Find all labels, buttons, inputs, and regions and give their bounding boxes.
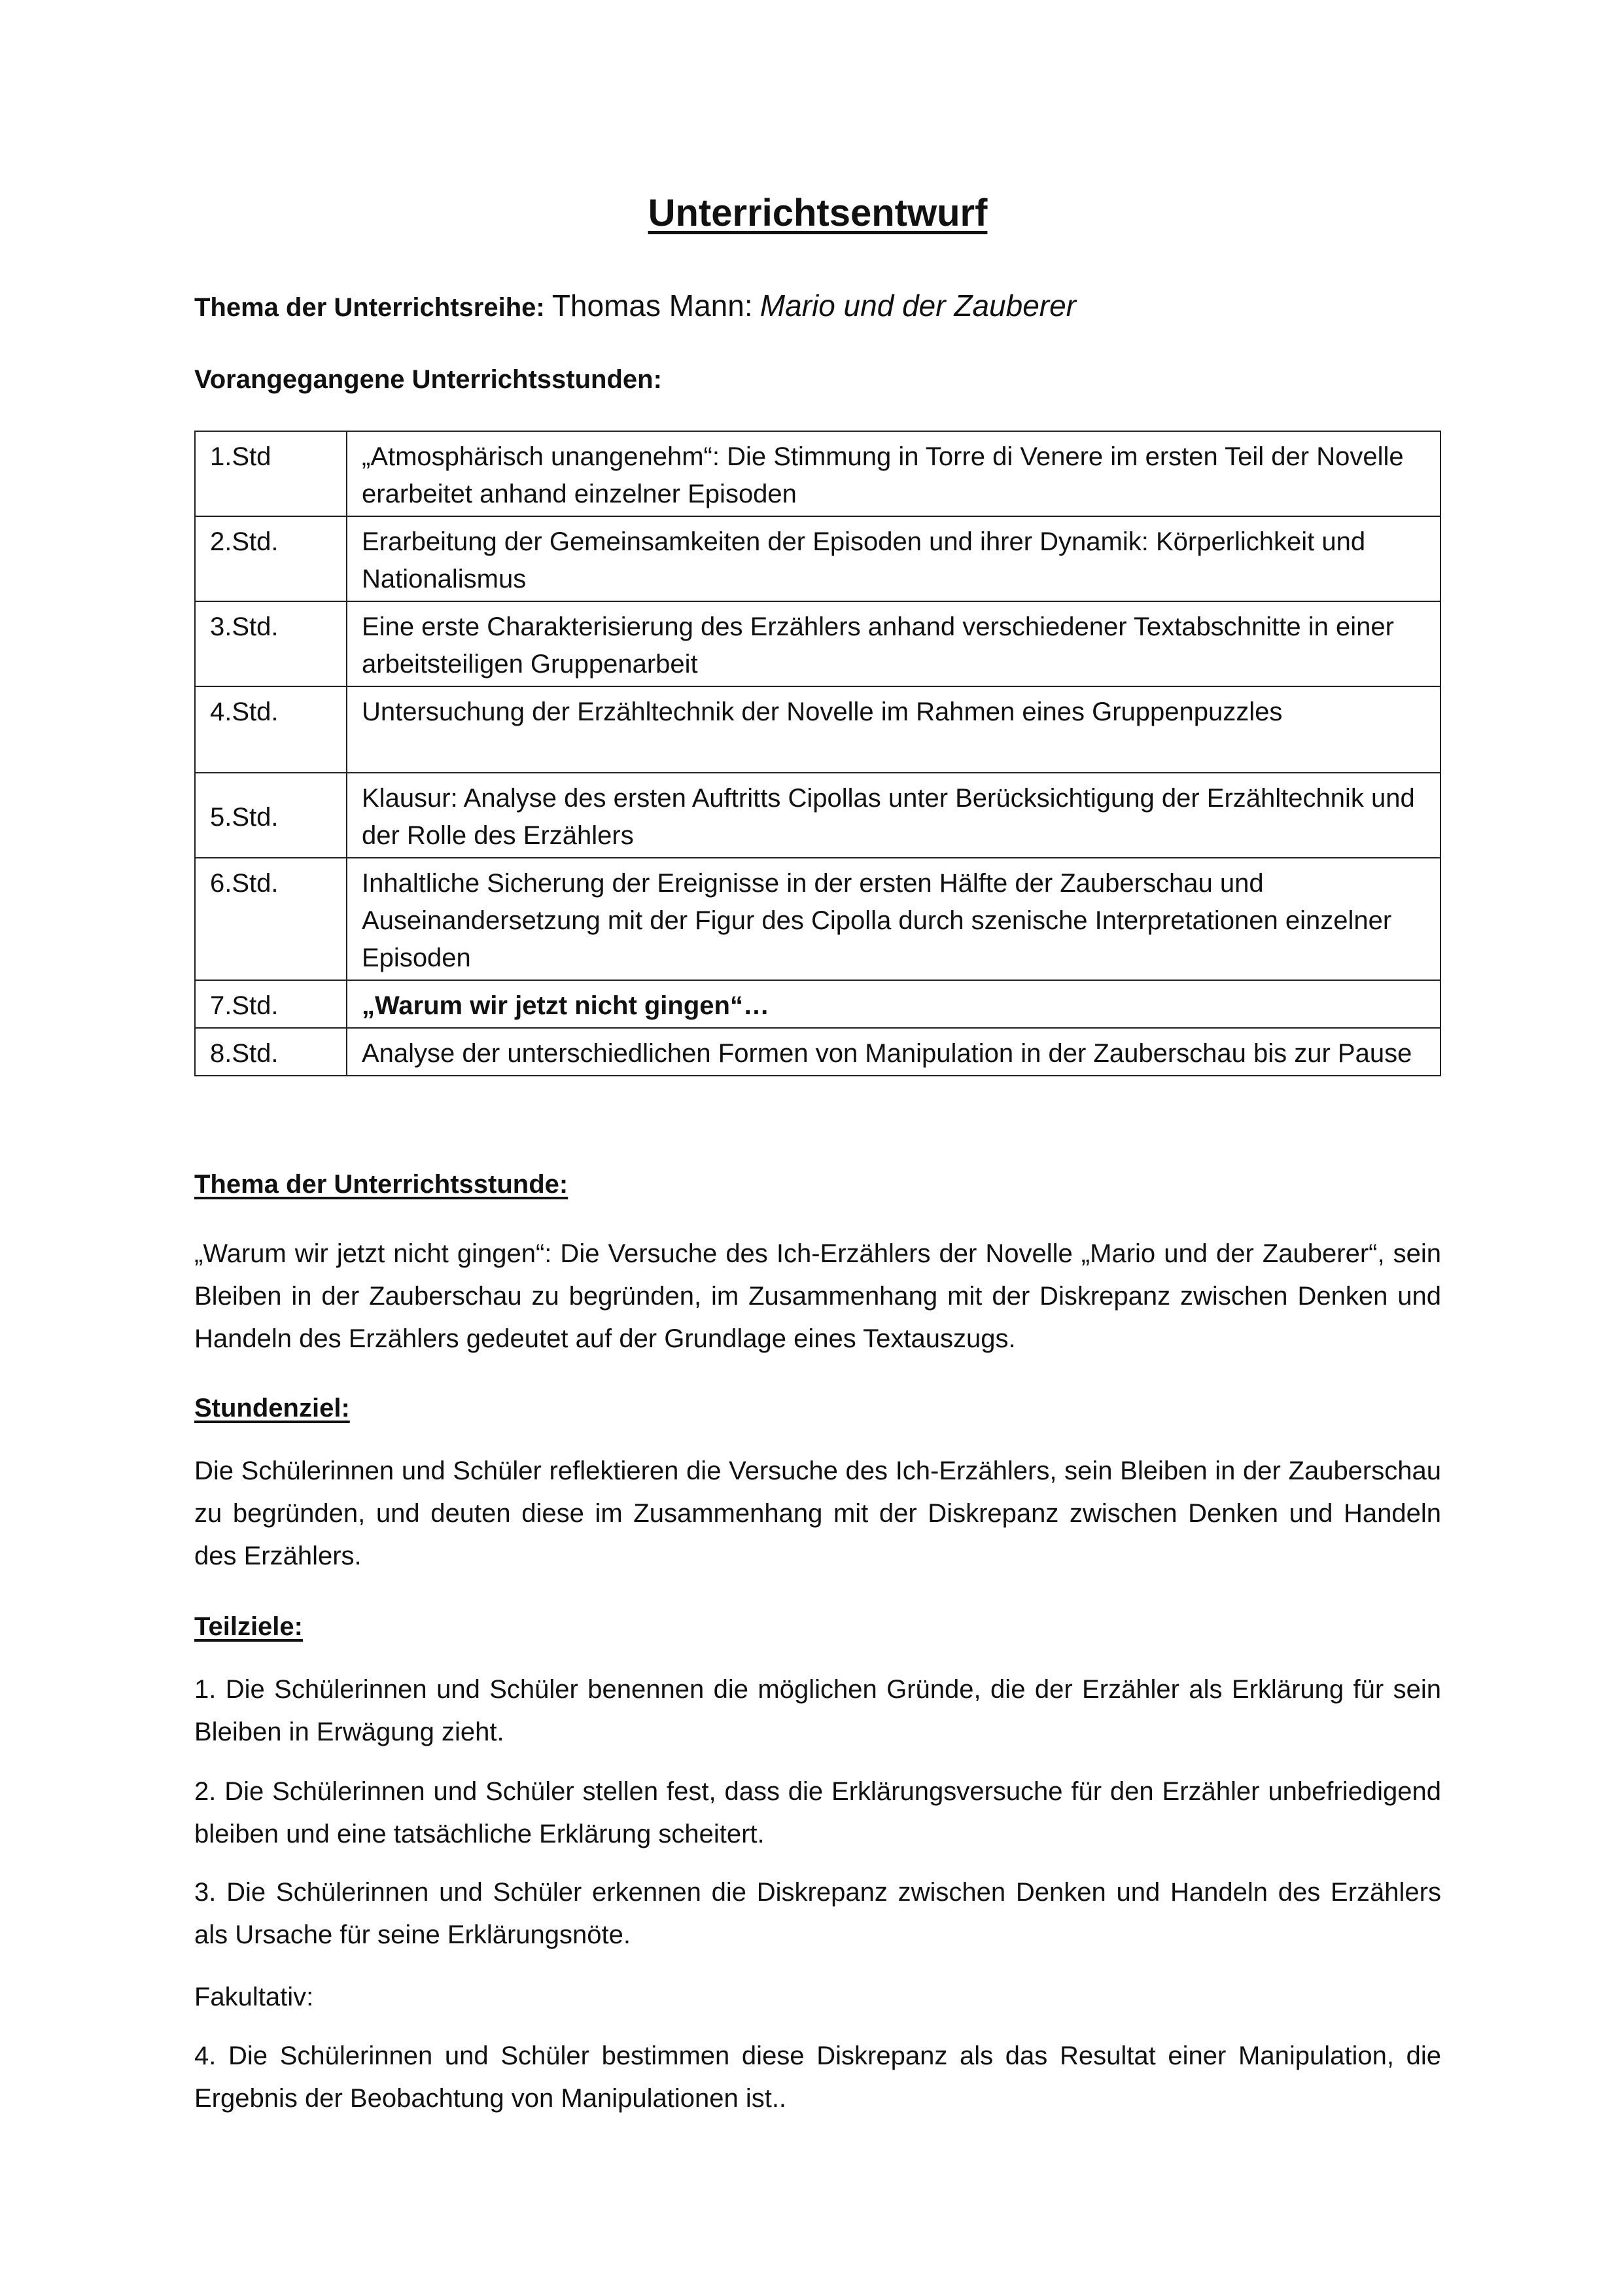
lesson-description: „Warum wir jetzt nicht gingen“… <box>347 980 1440 1028</box>
lesson-number: 7.Std. <box>195 980 347 1028</box>
lesson-description: Klausur: Analyse des ersten Auftritts Cipollas unter Berücksichtigung der Erzähltechnik und der Rolle des Erzählers <box>347 773 1440 858</box>
subgoal-item: 1. Die Schülerinnen und Schüler benennen die möglichen Gründe, die der Erzähler als Erklärung für sein Bleiben in Erwägung zieht. <box>194 1675 1441 1746</box>
lesson-number: 2.Std. <box>195 516 347 601</box>
lesson-number: 1.Std <box>195 431 347 516</box>
subgoal-item: 2. Die Schülerinnen und Schüler stellen fest, dass die Erklärungsversuche für den Erzähler unbefriedigend bleiben und eine tatsächliche Erklärung scheitert. <box>194 1777 1441 1848</box>
goal-heading: Stundenziel: <box>194 1394 350 1422</box>
table-row <box>195 431 1440 516</box>
series-topic <box>194 288 1076 323</box>
document-title: Unterrichtsentwurf <box>648 192 988 234</box>
lesson-topic-text: „Warum wir jetzt nicht gingen“: Die Versuche des Ich-Erzählers der Novelle „Mario und der Zauberer“, sein Bleiben in der Zauberschau zu begründen, im Zusammenhang mit der Diskrepanz zwischen Denken und Handeln des Erzählers gedeutet auf der Grundlage eines Textauszugs. <box>194 1239 1441 1353</box>
table-row <box>195 980 1440 1028</box>
table-row <box>195 516 1440 601</box>
lesson-description: Erarbeitung der Gemeinsamkeiten der Episoden und ihrer Dynamik: Körperlichkeit und Nationalismus <box>347 516 1440 601</box>
subgoal-item-optional: 4. Die Schülerinnen und Schüler bestimmen diese Diskrepanz als das Resultat einer Manipulation, die Ergebnis der Beobachtung von Manipulationen ist.. <box>194 2041 1441 2113</box>
previous-lessons-table <box>194 431 1441 1076</box>
lesson-description: „Atmosphärisch unangenehm“: Die Stimmung in Torre di Venere im ersten Teil der Novelle erarbeitet anhand einzelner Episoden <box>347 431 1440 516</box>
lesson-description: Analyse der unterschiedlichen Formen von Manipulation in der Zauberschau bis zur Pause <box>347 1028 1440 1076</box>
lesson-number: 5.Std. <box>195 773 347 858</box>
lesson-number: 8.Std. <box>195 1028 347 1076</box>
lesson-number: 6.Std. <box>195 858 347 980</box>
table-row <box>195 773 1440 858</box>
series-work-title: Mario und der Zauberer <box>759 289 1076 323</box>
table-row <box>195 686 1440 773</box>
lesson-number: 3.Std. <box>195 601 347 686</box>
goal-text: Die Schülerinnen und Schüler reflektieren die Versuche des Ich-Erzählers, sein Bleiben in der Zauberschau zu begründen, und deuten diese im Zusammenhang mit der Diskrepanz zwischen Denken und Handeln des Erzählers. <box>194 1457 1441 1570</box>
subgoals-heading: Teilziele: <box>194 1612 303 1641</box>
lesson-topic-heading: Thema der Unterrichtsstunde: <box>194 1170 568 1199</box>
previous-lessons-heading: Vorangegangene Unterrichtsstunden: <box>194 365 662 394</box>
table-row <box>195 601 1440 686</box>
series-topic-label: Thema der Unterrichtsreihe: <box>194 293 545 322</box>
table-row <box>195 858 1440 980</box>
lesson-number: 4.Std. <box>195 686 347 773</box>
lesson-description: Inhaltliche Sicherung der Ereignisse in der ersten Hälfte der Zauberschau und Auseinandersetzung mit der Figur des Cipolla durch szenische Interpretationen einzelner Episoden <box>347 858 1440 980</box>
subgoal-item: 3. Die Schülerinnen und Schüler erkennen die Diskrepanz zwischen Denken und Handeln des Erzählers als Ursache für seine Erklärungsnöte. <box>194 1878 1441 1949</box>
optional-label: Fakultativ: <box>194 1983 314 2011</box>
lesson-description: Eine erste Charakterisierung des Erzählers anhand verschiedener Textabschnitte in einer arbeitsteiligen Gruppenarbeit <box>347 601 1440 686</box>
table-row <box>195 1028 1440 1076</box>
series-author: Thomas Mann: <box>551 289 753 323</box>
lesson-description: Untersuchung der Erzähltechnik der Novelle im Rahmen eines Gruppenpuzzles <box>347 686 1440 773</box>
